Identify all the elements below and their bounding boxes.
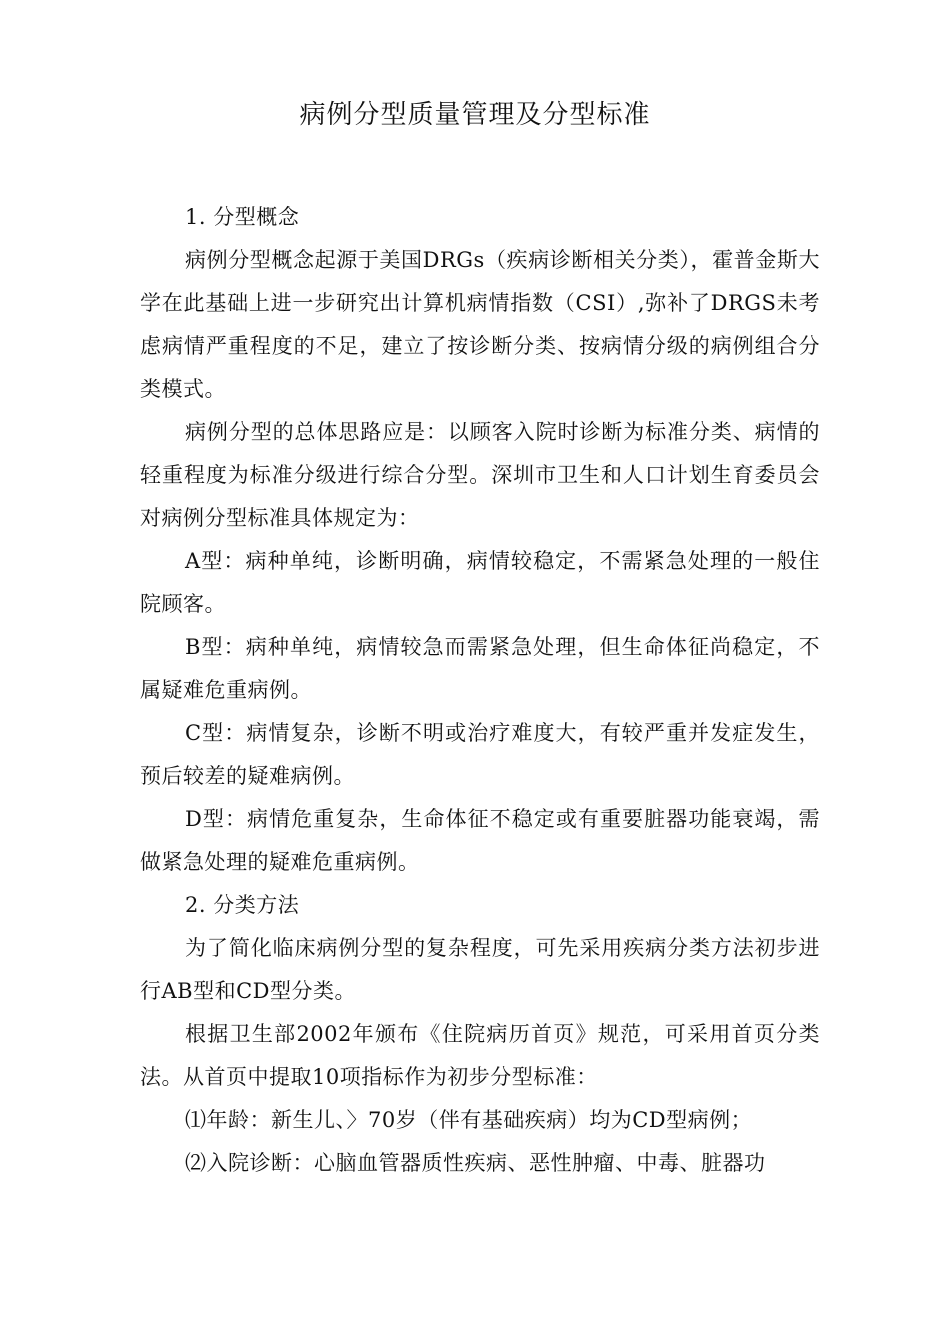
paragraph-simplify: 为了简化临床病例分型的复杂程度，可先采用疾病分类方法初步进行AB型和CD型分类。 bbox=[140, 936, 820, 1003]
page-title: 病例分型质量管理及分型标准 bbox=[299, 100, 651, 130]
type-b-definition: B型：病种单纯，病情较急而需紧急处理，但生命体征尚稳定，不属疑难危重病例。 bbox=[140, 635, 820, 702]
paragraph-origin: 病例分型概念起源于美国DRGs（疾病诊断相关分类），霍普金斯大学在此基础上进一步研究出计算机病情指数（CSI）,弥补了DRGS未考虑病情严重程度的不足，建立了按诊断分类、按病情分级的病例组合分类模式。 bbox=[140, 248, 820, 401]
criterion-age: ⑴年龄：新生儿、〉70岁（伴有基础疾病）均为CD型病例； bbox=[185, 1108, 753, 1132]
type-a-definition: A型：病种单纯，诊断明确，病情较稳定，不需紧急处理的一般住院顾客。 bbox=[140, 549, 820, 616]
document-body bbox=[140, 196, 820, 1185]
type-c-definition: C型：病情复杂，诊断不明或治疗难度大，有较严重并发症发生，预后较差的疑难病例。 bbox=[140, 721, 820, 788]
paragraph-approach: 病例分型的总体思路应是：以顾客入院时诊断为标准分类、病情的轻重程度为标准分级进行综合分型。深圳市卫生和人口计划生育委员会对病例分型标准具体规定为： bbox=[140, 420, 820, 530]
section-heading-method: 2. 分类方法 bbox=[185, 893, 300, 917]
section-heading-concept: 1. 分型概念 bbox=[185, 205, 300, 229]
criterion-admission-diagnosis: ⑵入院诊断：心脑血管器质性疾病、恶性肿瘤、中毒、脏器功 bbox=[185, 1151, 766, 1175]
type-d-definition: D型：病情危重复杂，生命体征不稳定或有重要脏器功能衰竭，需做紧急处理的疑难危重病例。 bbox=[140, 807, 820, 874]
paragraph-homepage-method: 根据卫生部2002年颁布《住院病历首页》规范，可采用首页分类法。从首页中提取10项指标作为初步分型标准： bbox=[140, 1022, 820, 1089]
